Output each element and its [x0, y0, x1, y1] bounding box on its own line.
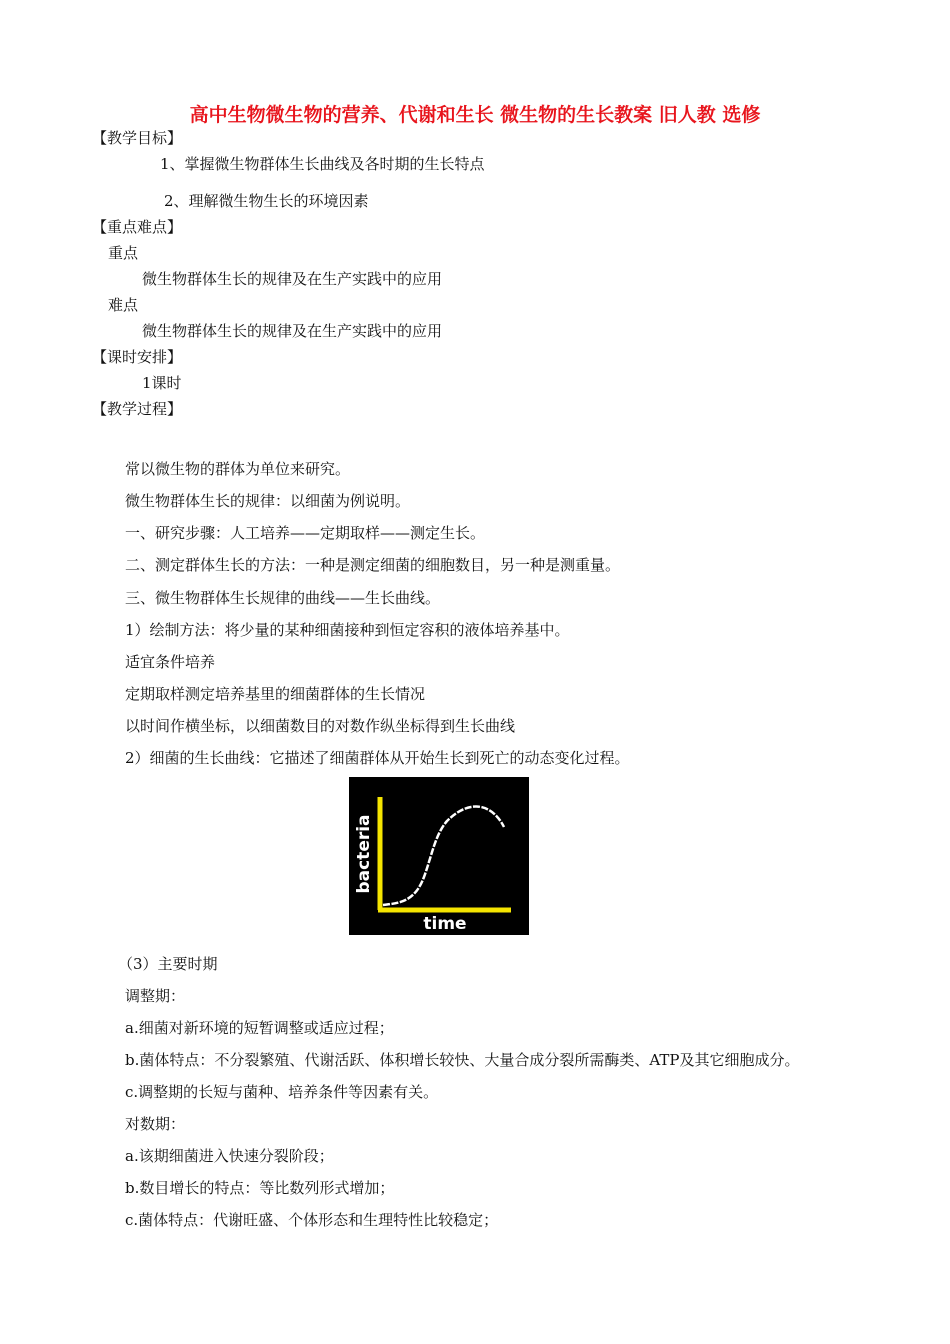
body-line-4: 二、测定群体生长的方法：一种是测定细菌的细胞数目，另一种是测重量。: [125, 556, 621, 574]
heading-key-points: 【重点难点】: [92, 218, 183, 236]
lower-line-1: （3）主要时期: [118, 955, 218, 973]
body-line-10: 2）细菌的生长曲线：它描述了细菌群体从开始生长到死亡的动态变化过程。: [125, 749, 630, 767]
lower-line-8: b.数目增长的特点：等比数列形式增加；: [125, 1179, 395, 1197]
lower-line-2: 调整期：: [125, 987, 186, 1005]
label-difficulty: 难点: [108, 296, 139, 314]
schedule-text: 1课时: [142, 374, 182, 392]
body-line-7: 适宜条件培养: [125, 653, 216, 671]
lower-line-6: 对数期：: [125, 1115, 186, 1133]
goal-item-1: 1、掌握微生物群体生长曲线及各时期的生长特点: [160, 155, 485, 173]
x-axis-label: time: [423, 914, 467, 934]
body-line-1: 常以微生物的群体为单位来研究。: [125, 460, 351, 478]
key-point-text: 微生物群体生长的规律及在生产实践中的应用: [142, 270, 443, 288]
body-line-9: 以时间作横坐标，以细菌数目的对数作纵坐标得到生长曲线: [125, 717, 516, 735]
growth-curve-line: [383, 807, 504, 905]
growth-curve-figure: [349, 777, 529, 935]
lower-line-7: a.该期细菌进入快速分裂阶段；: [125, 1147, 334, 1165]
heading-teaching-process: 【教学过程】: [92, 400, 183, 418]
difficulty-text: 微生物群体生长的规律及在生产实践中的应用: [142, 322, 443, 340]
heading-teaching-goals: 【教学目标】: [92, 129, 183, 147]
lower-line-4: b.菌体特点：不分裂繁殖、代谢活跃、体积增长较快、大量合成分裂所需酶类、ATP及其它细胞成分。: [125, 1051, 800, 1069]
body-line-2: 微生物群体生长的规律：以细菌为例说明。: [125, 492, 411, 510]
goal-item-2: 2、理解微生物生长的环境因素: [164, 192, 369, 210]
body-line-3: 一、研究步骤：人工培养——定期取样——测定生长。: [125, 524, 486, 542]
lower-line-5: c.调整期的长短与菌种、培养条件等因素有关。: [125, 1083, 439, 1101]
lower-line-9: c.菌体特点：代谢旺盛、个体形态和生理特性比较稳定；: [125, 1211, 499, 1229]
lower-line-3: a.细菌对新环境的短暂调整或适应过程；: [125, 1019, 394, 1037]
growth-curve-svg: [349, 777, 529, 935]
y-axis-label: bacteria: [354, 814, 374, 894]
heading-schedule: 【课时安排】: [92, 348, 183, 366]
body-line-5: 三、微生物群体生长规律的曲线——生长曲线。: [125, 589, 441, 607]
body-line-8: 定期取样测定培养基里的细菌群体的生长情况: [125, 685, 426, 703]
body-line-6: 1）绘制方法：将少量的某种细菌接种到恒定容积的液体培养基中。: [125, 621, 570, 639]
label-key-point: 重点: [108, 244, 139, 262]
document-title: 高中生物微生物的营养、代谢和生长 微生物的生长教案 旧人教 选修: [189, 104, 761, 126]
